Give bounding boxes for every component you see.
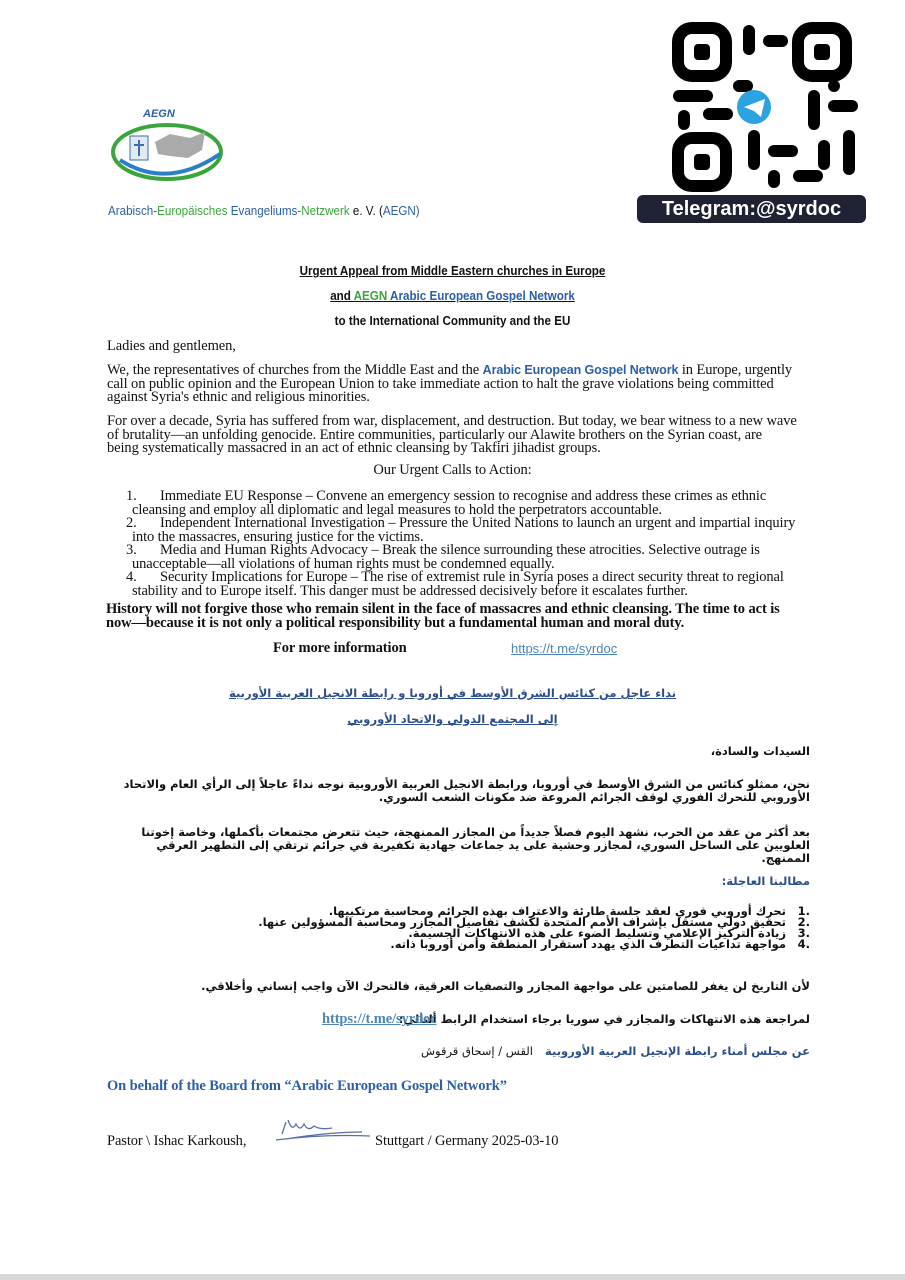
call-text: Immediate EU Response – Convene an emergency session to recognise and address these crimes as ethnic cleansing and employ all diplomatic and legal measures to hold the perpetrators accountable. xyxy=(132,488,767,518)
p1-text: We, the representatives of churches from the Middle East and the xyxy=(107,362,483,378)
arabic-title-1: نداء عاجل من كنائس الشرق الأوسط في أوروبا و رابطة الانجيل العربية الأوربية xyxy=(228,686,677,700)
org-part: ) xyxy=(415,204,420,218)
on-behalf-line: On behalf of the Board from “Arabic European Gospel Network” xyxy=(107,1078,507,1094)
call-item xyxy=(108,571,798,598)
call-number: .2 xyxy=(797,915,810,929)
title-and: and xyxy=(330,289,354,303)
call-text: Media and Human Rights Advocacy – Break the silence surrounding these atrocities. Selective outrage is unacceptable—all violations of human rights must be condemned equally. xyxy=(132,542,760,572)
telegram-link[interactable]: https://t.me/syrdoc xyxy=(511,641,618,656)
org-part: Arabisch- xyxy=(108,204,158,218)
arabic-paragraph-2: بعد أكثر من عقد من الحرب، نشهد اليوم فصلاً جديداً من المجازر الممنهجة، حيث تتعرض مجتمعات بأكملها، وخاصة إخوتنا العلويين على الساحل السوري، لمجازر وحشية على يد جماعات جهادية تكفيرية في جرائم ترتقي إلى التطهير العرقي الممنهج. xyxy=(141,825,810,865)
more-info-label: For more information xyxy=(273,640,407,656)
call-number: 3. xyxy=(126,542,137,558)
call-number: 2. xyxy=(126,515,137,531)
org-part: e. V. ( xyxy=(349,204,383,218)
arabic-paragraph-1: نحن، ممثلو كنائس من الشرق الأوسط في أوروبا، ورابطة الانجيل العربية الأوروبية نوجه نداءً عاجلاً إلى الرأي العام والاتحاد الأوروبي للتحرك الفوري لوقف الجرائم المروعة ضد مكونات الشعب السوري. xyxy=(123,777,810,804)
paragraph-2: For over a decade, Syria has suffered from war, displacement, and destruction. But today, we bear witness to a new wave of brutality—an unfolding genocide. Entire communities, particularly our Alawite brothers on the Syrian coast, are being systematically massacred in an act of ethnic cleansing by Takfiri jihadist groups. xyxy=(107,413,797,456)
arabic-pastor: القس / إسحاق قرقوش xyxy=(420,1044,533,1058)
telegram-qr-code[interactable] xyxy=(668,20,866,195)
arabic-calls-heading: مطالبنا العاجلة: xyxy=(721,874,810,888)
call-number: 1. xyxy=(126,488,137,504)
p1-org: Arabic European Gospel Network xyxy=(482,363,679,377)
org-part: Netzwerk xyxy=(301,204,350,218)
arabic-calls-list xyxy=(200,906,810,950)
title-line-1: Urgent Appeal from Middle Eastern churches in Europe xyxy=(299,264,606,278)
arabic-call-item xyxy=(200,939,810,950)
call-number: .3 xyxy=(797,926,810,940)
call-text: مواجهة تداعيات التطرف الذي يهدد استقرار المنطقة وأمن أوروبا ذاته. xyxy=(390,937,786,951)
title-network: Arabic European Gospel Network xyxy=(387,289,575,303)
closing-statement: History will not forgive those who remain silent in the face of massacres and ethnic cleansing. The time to act is now—because it is not only a political responsibility but a fundamental human and moral duty. xyxy=(106,601,780,631)
p1-text: in Europe, urgently call on public opinion and the European Union to take immediate action to halt the grave violations being committed against Syria's ethnic and religious minorities. xyxy=(107,362,793,405)
place-date: Stuttgart / Germany 2025-03-10 xyxy=(375,1133,559,1149)
arabic-title-2: إلى المجتمع الدولي والاتحاد الأوروبي xyxy=(347,712,558,726)
call-item xyxy=(108,544,798,571)
call-text: Security Implications for Europe – The rise of extremist rule in Syria poses a direct security threat to regional stability and to Europe itself. This danger must be addressed decisively before it escalates further. xyxy=(132,569,784,599)
call-number: .4 xyxy=(797,937,810,951)
org-part: AEGN xyxy=(382,204,416,218)
org-name xyxy=(108,204,420,218)
calls-list xyxy=(108,490,798,598)
arabic-board: عن مجلس أمناء رابطة الإنجيل العربية الأوروبية xyxy=(545,1044,810,1058)
arabic-telegram-link[interactable]: https://t.me/syrdoc xyxy=(322,1011,437,1027)
salutation: Ladies and gentlemen, xyxy=(107,338,236,354)
calls-heading: Our Urgent Calls to Action: xyxy=(373,462,532,478)
title-aegn: AEGN xyxy=(353,289,388,303)
aegn-logo xyxy=(110,108,225,182)
title-line-2 xyxy=(32,289,874,303)
call-text: تحرك أوروبي فوري لعقد جلسة طارئة والاعتراف بهذه الجرائم ومحاسبة مرتكبيها. xyxy=(328,904,786,918)
org-part: Evangeliums- xyxy=(230,204,302,218)
logo-text: AEGN xyxy=(143,108,175,120)
signer-name: Pastor \ Ishac Karkoush, xyxy=(107,1133,247,1149)
call-number: .1 xyxy=(797,904,810,918)
arabic-salutation: السيدات والسادة، xyxy=(710,744,810,758)
page-bottom-edge xyxy=(0,1274,905,1280)
arabic-closing: لأن التاريخ لن يغفر للصامتين على مواجهة المجازر والتصفيات العرقية، فالتحرك الآن واجب إنساني وأخلاقي. xyxy=(201,979,810,993)
call-item xyxy=(108,517,798,544)
call-item xyxy=(108,490,798,517)
title-line-3: to the International Community and the EU xyxy=(334,314,571,328)
call-text: تحقيق دولي مستقل بإشراف الأمم المتحدة لكشف تفاصيل المجازر ومحاسبة المسؤولين عنها. xyxy=(258,915,786,929)
telegram-handle-badge[interactable]: Telegram:@syrdoc xyxy=(637,195,866,223)
call-number: 4. xyxy=(126,569,137,585)
signature xyxy=(272,1112,372,1149)
call-text: Independent International Investigation – Pressure the United Nations to launch an urgent and impartial inquiry into the massacres, ensuring justice for the victims. xyxy=(132,515,796,545)
paragraph-1 xyxy=(107,364,797,405)
arabic-review-line: لمراجعة هذه الانتهاكات والمجازر في سوريا برجاء استخدام الرابط ألتالي: xyxy=(398,1012,810,1026)
call-text: زيادة التركيز الإعلامي وتسليط الضوء على هذه الانتهاكات الجسيمة. xyxy=(408,926,786,940)
org-part: Europäisches xyxy=(157,204,231,218)
